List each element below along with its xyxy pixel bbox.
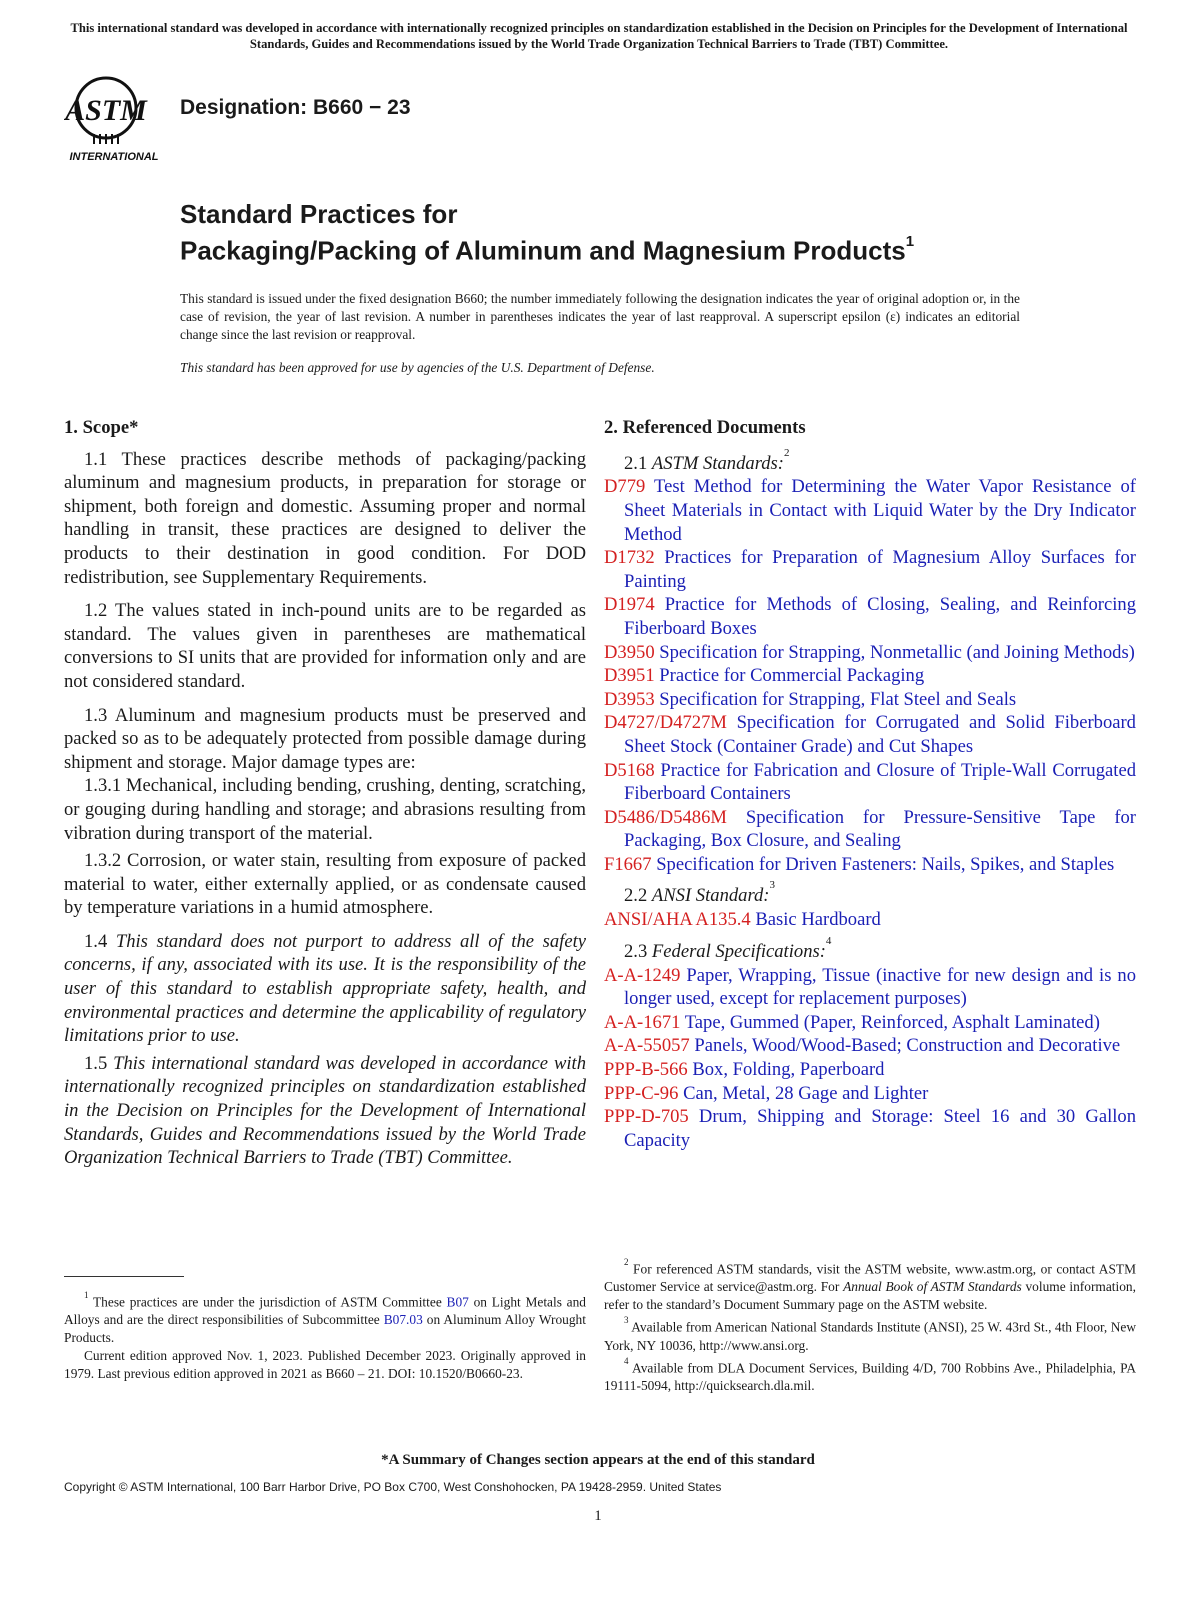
ref-title-link[interactable]: Practice for Fabrication and Closure of Triple-Wall Corrugated Fiberboard Containers — [624, 759, 1136, 805]
para-1-4: 1.4 This standard does not purport to address all of the safety concerns, if any, associated with its use. It is the responsibility of the user of this standard to establish appropriate safety, health, and environmental practices and determine the applicability of regulatory limitations prior to use. — [64, 930, 586, 1047]
footnote-1-edition: Current edition approved Nov. 1, 2023. Published December 2023. Originally approved in 1979. Last previous edition approved in 2021 as B660 – 21. DOI: 10.1520/B0660-23. — [64, 1348, 586, 1382]
ref-title-link[interactable]: Practices for Preparation of Magnesium Alloy Surfaces for Painting — [624, 547, 1136, 592]
ref-code-link[interactable]: F1667 — [604, 853, 652, 875]
ref-item[interactable] — [604, 1058, 1136, 1082]
summary-of-changes-note: *A Summary of Changes section appears at the end of this standard — [381, 1452, 815, 1468]
document-title — [180, 198, 914, 267]
ref-item[interactable] — [604, 759, 1136, 806]
scope-heading: 1. Scope* — [64, 417, 139, 438]
ref-title-link[interactable]: Drum, Shipping and Storage: Steel 16 and 30 Gallon Capacity — [624, 1106, 1136, 1151]
ref-code-link[interactable]: D5168 — [604, 759, 655, 781]
logo-org: INTERNATIONAL — [69, 151, 159, 163]
ansi-ref-list — [604, 908, 1136, 932]
ref-code-link[interactable]: D4727/D4727M — [604, 712, 727, 734]
footnote-4: $^4$ Available from DLA Document Services, Building 4/D, 700 Robbins Ave., Philadelphia, PA 19111-5094, http://quicksearch.dla.mil. — [604, 1355, 1136, 1394]
ref-item[interactable] — [604, 641, 1136, 665]
ref-title-link[interactable]: Specification for Strapping, Nonmetallic (and Joining Methods) — [659, 641, 1135, 663]
ref-title-link[interactable]: Specification for Driven Fasteners: Nails, Spikes, and Staples — [656, 853, 1115, 875]
federal-specs-subhead: 2.3 Federal Specifications:$^4$ — [624, 934, 832, 963]
dod-note: This standard has been approved for use by agencies of the U.S. Department of Defense. — [180, 360, 655, 375]
scope-section — [64, 416, 586, 1170]
referenced-documents-section — [604, 416, 1136, 1152]
page-number: 1 — [594, 1508, 602, 1524]
ref-code-link[interactable]: D3950 — [604, 641, 655, 663]
ref-code-link[interactable]: PPP-B-566 — [604, 1059, 688, 1080]
designation: Designation: B660 − 23 — [180, 96, 411, 119]
para-1-3-1: 1.3.1 Mechanical, including bending, crushing, denting, scratching, or gouging during handling and storage; and abrasions resulting from vibration during transport of the material. — [64, 775, 586, 844]
ref-item[interactable] — [604, 664, 1136, 688]
ref-item[interactable] — [604, 853, 1136, 877]
title-footnote-mark: 1 — [905, 233, 915, 250]
ref-title-link[interactable]: Specification for Strapping, Flat Steel and Seals — [659, 688, 1017, 710]
ref-title-link[interactable]: Tape, Gummed (Paper, Reinforced, Asphalt Laminated) — [684, 1011, 1100, 1033]
ref-item[interactable] — [604, 908, 1136, 932]
ref-code-link[interactable]: D779 — [604, 476, 646, 498]
ref-item[interactable] — [604, 475, 1136, 546]
footnote-rule — [64, 1276, 184, 1277]
subcommittee-link[interactable]: B07.03 — [383, 1312, 423, 1328]
ref-code-link[interactable]: PPP-D-705 — [604, 1106, 689, 1128]
footnotes-left — [64, 1276, 586, 1383]
footnotes-right — [604, 1256, 1136, 1395]
ref-item[interactable] — [604, 964, 1136, 1011]
ref-title-link[interactable]: Practice for Methods of Closing, Sealing, and Reinforcing Fiberboard Boxes — [624, 594, 1137, 639]
para-1-2: 1.2 The values stated in inch-pound units are to be regarded as standard. The values given in parentheses are mathematical conversions to SI units that are provided for information only and are not considered standard. — [64, 600, 586, 692]
astm-ref-list — [604, 475, 1136, 876]
ref-title-link[interactable]: Specification for Pressure-Sensitive Tape for Packaging, Box Closure, and Sealing — [624, 806, 1136, 852]
ref-title-link[interactable]: Specification for Corrugated and Solid Fiberboard Sheet Stock (Container Grade) and Cut Shapes — [624, 712, 1136, 757]
para-1-3-2: 1.3.2 Corrosion, or water stain, resulting from exposure of packed material to water, either externally applied, or as condensate caused by temperature variations in a humid atmosphere. — [64, 850, 586, 919]
ref-code-link[interactable]: ANSI/AHA A135.4 — [604, 909, 751, 931]
title-line-1: Standard Practices for — [180, 199, 458, 229]
ref-code-link[interactable]: D3951 — [604, 665, 655, 687]
ref-code-link[interactable]: D5486/D5486M — [604, 806, 727, 828]
para-1-5: 1.5 This international standard was developed in accordance with internationally recognized principles on standardization established in the Decision on Principles for the Development of International Standards, Guides and Recommendations issued by the World Trade Organization Technical Barriers to Trade (TBT) Committee. — [64, 1052, 586, 1169]
ref-title-link[interactable]: Can, Metal, 28 Gage and Lighter — [683, 1082, 929, 1104]
ref-code-link[interactable]: A-A-1671 — [604, 1011, 681, 1033]
ref-item[interactable] — [604, 711, 1136, 758]
ref-item[interactable] — [604, 593, 1136, 640]
ref-code-link[interactable]: D3953 — [604, 688, 655, 710]
footnote-2: $^2$ For referenced ASTM standards, visit the ASTM website, www.astm.org, or contact ASTM Customer Service at service@astm.org. For Annual Book of ASTM Standards volume information, refer to the standard’s Document Summary page on the ASTM website. — [604, 1257, 1136, 1313]
ref-code-link[interactable]: PPP-C-96 — [604, 1082, 679, 1104]
ref-item[interactable] — [604, 1105, 1136, 1152]
ref-code-link[interactable]: D1974 — [604, 594, 655, 616]
footnote-3: $^3$ Available from American National Standards Institute (ANSI), 25 W. 43rd St., 4th Floor, New York, NY 10036, http://www.ansi.org. — [604, 1315, 1137, 1353]
copyright: Copyright © ASTM International, 100 Barr Harbor Drive, PO Box C700, West Conshohocken, PA 19428-2959. United States — [64, 1480, 722, 1494]
para-1-1: 1.1 These practices describe methods of packaging/packing aluminum and magnesium products, in preparation for storage or shipment, both foreign and domestic. Assuming proper and normal handling in transit, these practices are designed to deliver the products to their destination in good condition. For DOD redistribution, see Supplementary Requirements. — [64, 448, 586, 588]
issuance-note: This standard is issued under the fixed designation B660; the number immediately following the designation indicates the year of original adoption or, in the case of revision, the year of last revision. A number in parentheses indicates the year of last reapproval. A superscript epsilon (ε) indicates an editorial change since the last revision or reapproval. — [180, 291, 1020, 342]
top-notice: This international standard was developed in accordance with internationally recognized principles on standardization established in the Decision on Principles for the Development of International Standards, Guides and Recommendations issued by the World Trade Organization Technical Barriers to Trade (TBT) Committee. — [70, 21, 1128, 51]
title-line-2: Packaging/Packing of Aluminum and Magnesium Products$^1$ — [180, 233, 915, 266]
logo-letters: ASTM — [65, 94, 147, 127]
ref-title-link[interactable]: Basic Hardboard — [755, 909, 881, 931]
ref-item[interactable] — [604, 1082, 1136, 1106]
para-1-3: 1.3 Aluminum and magnesium products must be preserved and packed so as to be adequately protected from possible damage during shipment and storage. Major damage types are: — [64, 704, 586, 773]
ref-item[interactable] — [604, 1034, 1136, 1058]
ref-code-link[interactable]: D1732 — [604, 547, 655, 569]
ref-code-link[interactable]: A-A-1249 — [604, 964, 681, 986]
federal-ref-list — [604, 964, 1136, 1153]
ref-item[interactable] — [604, 688, 1136, 712]
ref-code-link[interactable]: A-A-55057 — [604, 1035, 690, 1057]
ref-title-link[interactable]: Paper, Wrapping, Tissue (inactive for new design and is no longer used, except for replacement purposes) — [624, 964, 1136, 1010]
ref-item[interactable] — [604, 806, 1136, 853]
committee-link[interactable]: B07 — [446, 1294, 469, 1310]
astm-standards-subhead: 2.1 ASTM Standards:$^2$ — [624, 446, 790, 474]
ref-item[interactable] — [604, 1011, 1136, 1035]
ref-item[interactable] — [604, 546, 1136, 593]
ref-title-link[interactable]: Box, Folding, Paperboard — [692, 1059, 885, 1080]
ref-title-link[interactable]: Test Method for Determining the Water Vapor Resistance of Sheet Materials in Contact with Liquid Water by the Dry Indicator Method — [624, 476, 1137, 545]
footnote-1: $^1$ These practices are under the jurisdiction of ASTM Committee B07 on Light Metals and Alloys and are the direct responsibilities of Subcommittee B07.03 on Aluminum Alloy Wrought Products. — [64, 1290, 586, 1346]
ref-title-link[interactable]: Panels, Wood/Wood-Based; Construction and Decorative — [694, 1035, 1121, 1057]
ref-title-link[interactable]: Practice for Commercial Packaging — [659, 665, 925, 687]
astm-logo — [64, 72, 170, 168]
refs-heading: 2. Referenced Documents — [604, 417, 806, 438]
ansi-standard-subhead: 2.2 ANSI Standard:$^3$ — [624, 879, 775, 907]
